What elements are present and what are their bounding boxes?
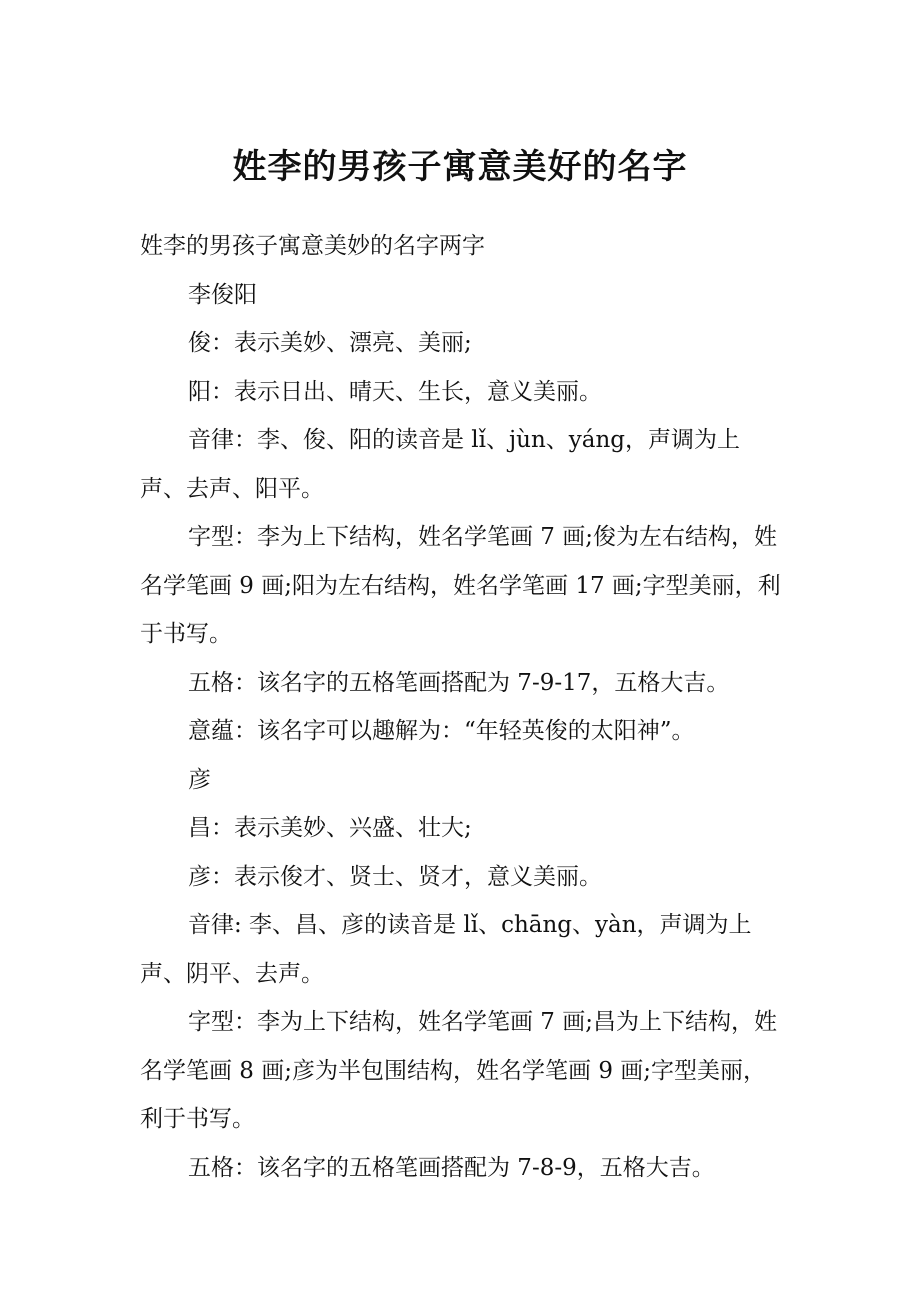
paragraph-wuge-1: 五格：该名字的五格笔画搭配为 7-9-17，五格大吉。 — [188, 669, 730, 696]
paragraph-jun-meaning: 俊：表示美妙、漂亮、美丽; — [188, 330, 472, 356]
paragraph-chang-meaning: 昌：表示美妙、兴盛、壮大; — [188, 815, 472, 841]
paragraph-glyph-2: 字型：李为上下结构，姓名学笔画 7 画;昌为上下结构，姓名学笔画 8 画;彦为半包围结构，姓名学笔画 9 画;字型美丽，利于书写。 — [140, 1009, 778, 1132]
paragraph-yan-meaning: 彦：表示俊才、贤士、贤才，意义美丽。 — [188, 863, 602, 890]
paragraph-phonetics-1: 音律：李、俊、阳的读音是 lǐ、jùn、yáng，声调为上声、去声、阳平。 — [140, 427, 741, 502]
name-heading-yan: 彦 — [188, 766, 211, 793]
name-heading-li-junyang: 李俊阳 — [188, 281, 257, 308]
paragraph-connotation-1: 意蕴：该名字可以趣解为：“年轻英俊的太阳神”。 — [188, 718, 695, 744]
document-body — [140, 222, 786, 1192]
paragraph-wuge-2: 五格：该名字的五格笔画搭配为 7-8-9，五格大吉。 — [188, 1154, 715, 1181]
document-title: 姓李的男孩子寓意美好的名字 — [232, 147, 688, 187]
paragraph-phonetics-2: 音律: 李、昌、彦的读音是 lǐ、chāng、yàn，声调为上声、阴平、去声。 — [140, 912, 752, 987]
section-heading: 姓李的男孩子寓意美妙的名字两字 — [140, 233, 485, 259]
paragraph-glyph-1: 字型：李为上下结构，姓名学笔画 7 画;俊为左右结构，姓名学笔画 9 画;阳为左右结构，姓名学笔画 17 画;字型美丽，利于书写。 — [140, 524, 781, 647]
paragraph-yang-meaning: 阳：表示日出、晴天、生长，意义美丽。 — [188, 378, 602, 405]
